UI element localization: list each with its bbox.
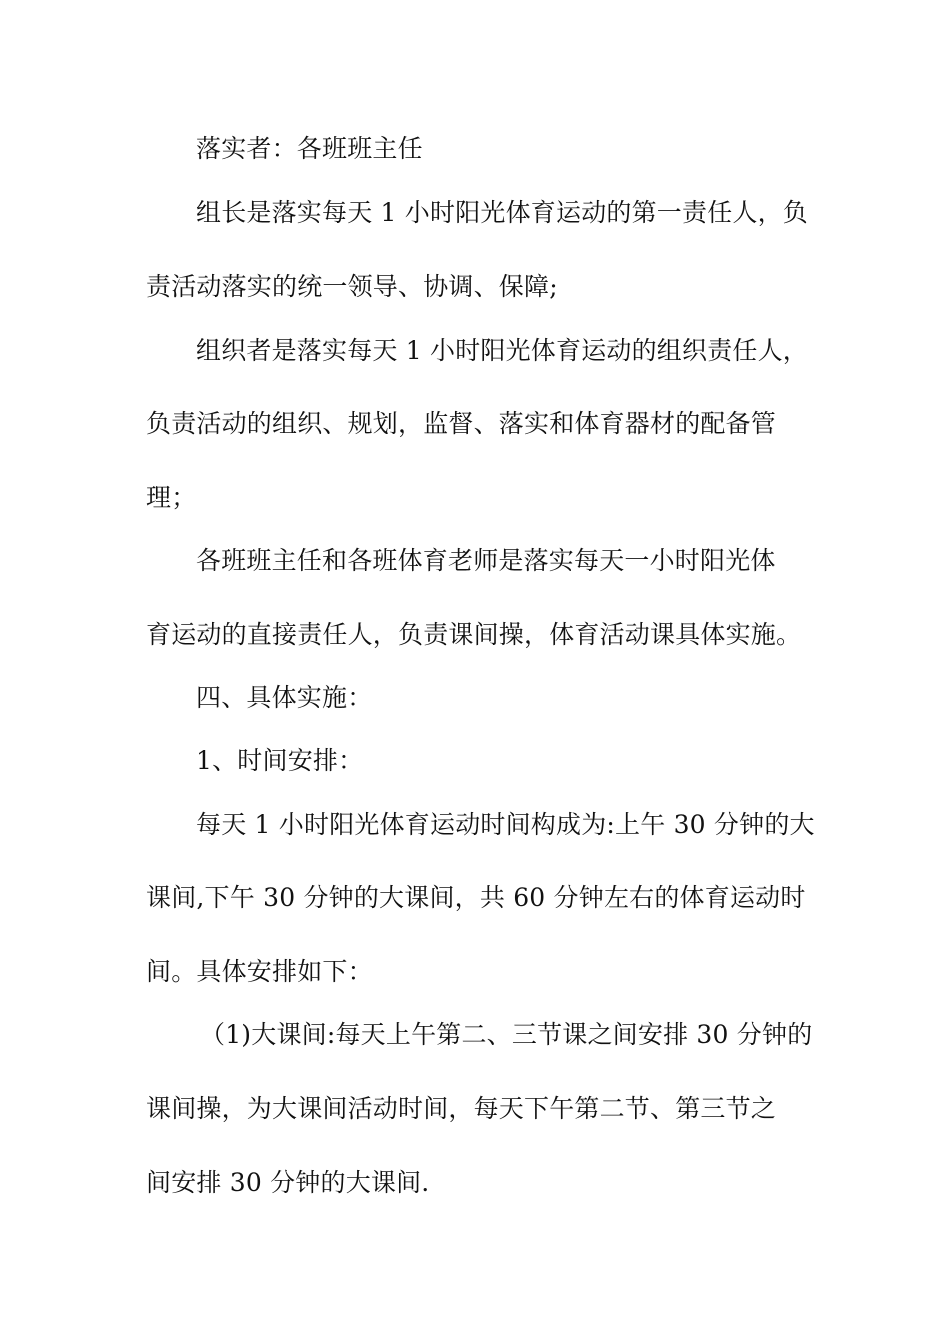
paragraph-break-line-3: 间安排 30 分钟的大课间. [146, 1168, 430, 1197]
paragraph-time-line-3: 间。具体安排如下： [146, 957, 373, 986]
paragraph-organizer-line-1: 组织者是落实每天 1 小时阳光体育运动的组织责任人， [196, 336, 809, 365]
paragraph-leader-line-2: 责活动落实的统一领导、协调、保障; [146, 272, 558, 301]
paragraph-teachers-line-1: 各班班主任和各班体育老师是落实每天一小时阳光体 [196, 546, 776, 575]
paragraph-leader-line-1: 组长是落实每天 1 小时阳光体育运动的第一责任人，负 [196, 198, 809, 227]
paragraph-organizer-line-2: 负责活动的组织、规划，监督、落实和体育器材的配备管 [146, 409, 777, 438]
paragraph-time-line-1: 每天 1 小时阳光体育运动时间构成为:上午 30 分钟的大 [196, 810, 815, 839]
paragraph-implementer: 落实者：各班班主任 [196, 134, 423, 163]
paragraph-organizer-line-3: 理； [146, 483, 197, 512]
subheading-time-arrangement: 1、时间安排： [196, 746, 364, 775]
paragraph-break-line-1: （1)大课间:每天上午第二、三节课之间安排 30 分钟的 [200, 1020, 813, 1049]
paragraph-break-line-2: 课间操，为大课间活动时间，每天下午第二节、第三节之 [146, 1094, 777, 1123]
paragraph-teachers-line-2: 育运动的直接责任人，负责课间操，体育活动课具体实施。 [146, 620, 802, 649]
paragraph-time-line-2: 课间,下午 30 分钟的大课间，共 60 分钟左右的体育运动时 [146, 883, 806, 912]
section-heading-implementation: 四、具体实施： [196, 683, 373, 712]
